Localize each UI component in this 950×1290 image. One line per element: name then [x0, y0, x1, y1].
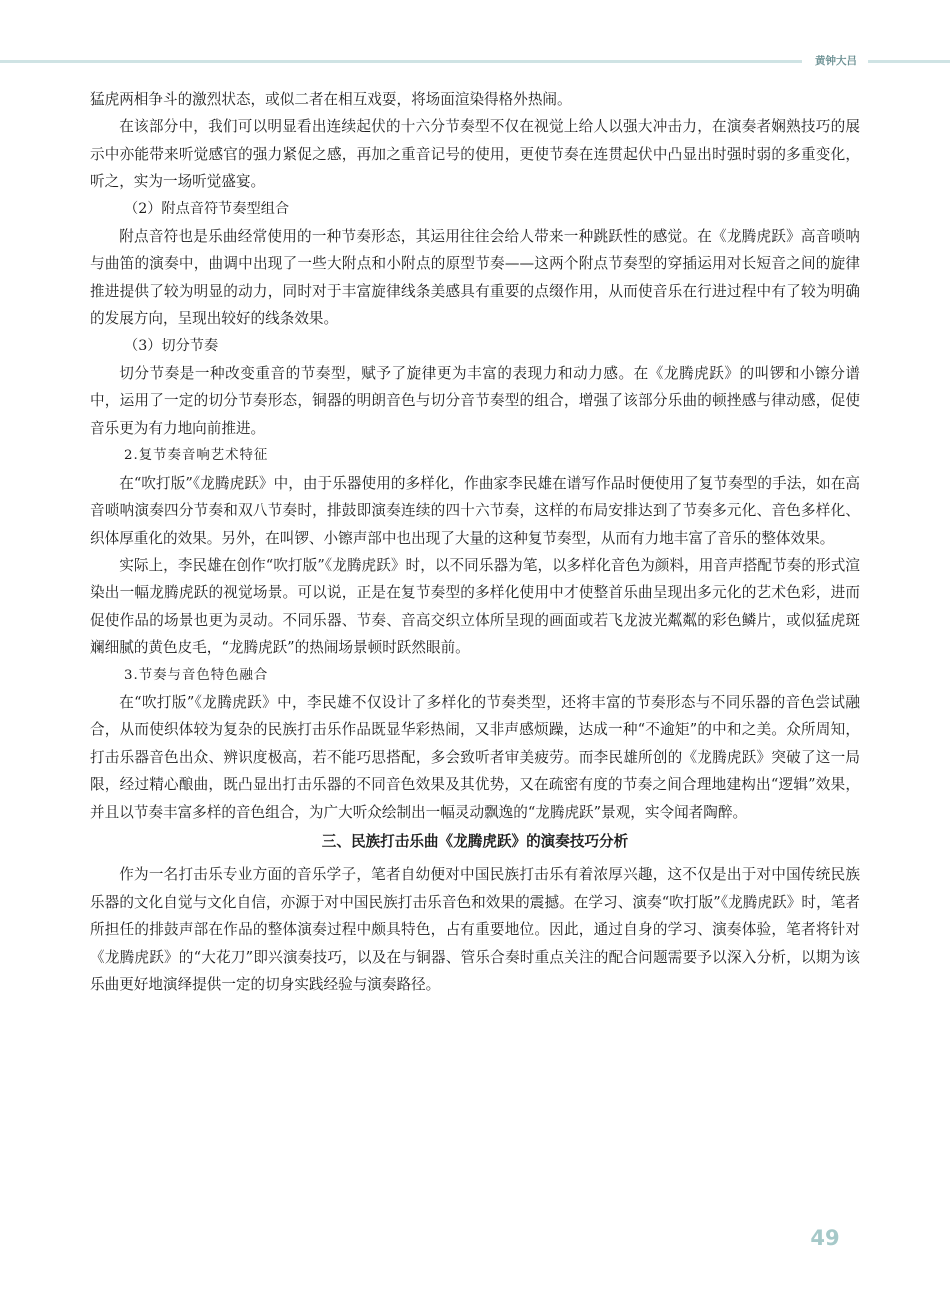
- paragraph: 在“吹打版”《龙腾虎跃》中，由于乐器使用的多样化，作曲家李民雄在谱写作品时便使用了复节奏型的手法，如在高音唢呐演奏四分节奏和双八节奏时，排鼓即演奏连续的四十六节奏，这样的布局安排达到了节奏多元化、音色多样化、织体厚重化的效果。另外，在叫锣、小镲声部中也出现了大量的这种复节奏型，从而有力地丰富了音乐的整体效果。: [90, 474, 860, 547]
- page-number: 49: [810, 1226, 840, 1250]
- paragraph: 切分节奏是一种改变重音的节奏型，赋予了旋律更为丰富的表现力和动力感。在《龙腾虎跃》的叫锣和小镲分谱中，运用了一定的切分节奏形态，铜器的明朗音色与切分音节奏型的组合，增强了该部分乐曲的顿挫感与律动感，促使音乐更为有力地向前推进。: [90, 365, 860, 437]
- paragraph: 猛虎两相争斗的激烈状态，或似二者在相互戏耍，将场面渲染得格外热闹。: [90, 91, 572, 108]
- paragraph: 附点音符也是乐曲经常使用的一种节奏形态，其运用往往会给人带来一种跳跃性的感觉。在《龙腾虎跃》高音唢呐与曲笛的演奏中，曲调中出现了一些大附点和小附点的原型节奏——这两个附点节奏型的穿插运用对长短音之间的旋律推进提供了较为明显的动力，同时对于丰富旋律线条美感具有重要的点缀作用，从而使音乐在行进过程中有了较为明确的发展方向，呈现出较好的线条效果。: [90, 228, 860, 328]
- section-title: 三、民族打击乐曲《龙腾虎跃》的演奏技巧分析: [321, 832, 629, 850]
- paragraph: 在该部分中，我们可以明显看出连续起伏的十六分节奏型不仅在视觉上给人以强大冲击力，在演奏者娴熟技巧的展示中亦能带来听觉感官的强力紧促之感，再加之重音记号的使用，更使节奏在连贯起伏中凸显出时强时弱的多重变化，听之，实为一场听觉盛宴。: [90, 118, 860, 191]
- article-body: [90, 86, 860, 998]
- paragraph: 作为一名打击乐专业方面的音乐学子，笔者自幼便对中国民族打击乐有着浓厚兴趣，这不仅是出于对中国传统民族乐器的文化自觉与文化自信，亦源于对中国民族打击乐音色和效果的震撼。在学习、演奏“吹打版”《龙腾虎跃》时，笔者所担任的排鼓声部在作品的整体演奏过程中颇具特色，占有重要地位。因此，通过自身的学习、演奏体验，笔者将针对《龙腾虎跃》的“大花刀”即兴演奏技巧，以及在与铜器、管乐合奏时重点关注的配合问题需要予以深入分析，以期为该乐曲更好地演绎提供一定的切身实践经验与演奏路径。: [90, 866, 860, 993]
- header-rule: [0, 60, 802, 63]
- journal-name: 黄钟大吕: [815, 55, 857, 67]
- header-rule-right: [868, 60, 950, 63]
- subheading-syncopation: （3）切分节奏: [124, 337, 219, 354]
- paragraph: 实际上，李民雄在创作“吹打版”《龙腾虎跃》时，以不同乐器为笔，以多样化音色为颜料，用音声搭配节奏的形式渲染出一幅龙腾虎跃的视觉场景。可以说，正是在复节奏型的多样化使用中才使整首乐曲呈现出多元化的艺术色彩，进而促使作品的场景也更为灵动。不同乐器、节奏、音高交织立体所呈现的画面或若飞龙波光粼粼的彩色鳞片，或似猛虎斑斓细腻的黄色皮毛，“龙腾虎跃”的热闹场景顿时跃然眼前。: [90, 556, 860, 657]
- subheading-dotted-rhythm: （2）附点音符节奏型组合: [124, 200, 290, 217]
- heading-polyrhythm: 2.复节奏音响艺术特征: [124, 448, 269, 464]
- paragraph: 在“吹打版”《龙腾虎跃》中，李民雄不仅设计了多样化的节奏类型，还将丰富的节奏形态与不同乐器的音色尝试融合，从而使织体较为复杂的民族打击乐作品既显华彩热闹，又非声感烦躁，达成一种“不逾矩”的中和之美。众所周知，打击乐器音色出众、辨识度极高，若不能巧思搭配，多会致听者审美疲劳。而李民雄所创的《龙腾虎跃》突破了这一局限，经过精心酿曲，既凸显出打击乐器的不同音色效果及其优势，又在疏密有度的节奏之间合理地建构出“逻辑”效果，并且以节奏丰富多样的音色组合，为广大听众绘制出一幅灵动飘逸的“龙腾虎跃”景观，实令闻者陶醉。: [90, 693, 860, 821]
- heading-rhythm-timbre: 3.节奏与音色特色融合: [124, 667, 269, 683]
